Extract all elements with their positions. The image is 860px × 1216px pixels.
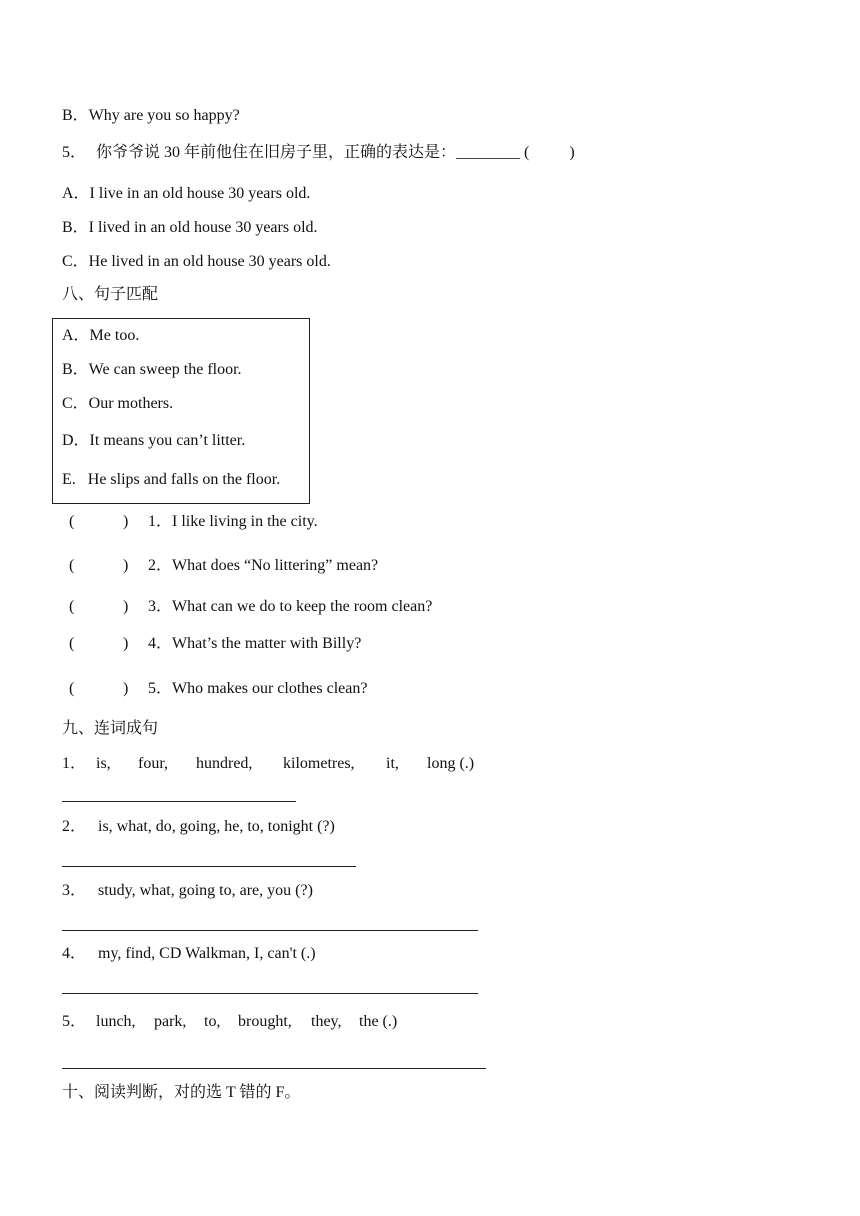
scrambled-word: hundred, [196,755,253,772]
question-number: 5． [62,1013,87,1030]
scrambled-word: four, [138,755,169,772]
answer-paren-close: ) [123,557,129,574]
box-option-b: B．We can sweep the floor. [62,361,242,378]
q7-5-option-a: A．I live in an old house 30 years old. [62,185,311,202]
answer-paren-open: ( [69,635,75,652]
q7-5-number: 5． [62,144,87,161]
q7-5-option-c: C．He lived in an old house 30 years old. [62,253,331,270]
box-option-c: C．Our mothers. [62,395,174,412]
match-question: 5．Who makes our clothes clean? [148,680,368,697]
scrambled-word: brought, [238,1013,292,1030]
answer-paren-open: ( [69,513,75,530]
scrambled-word: long (.) [427,755,475,772]
unscramble-q4: 4． my, find, CD Walkman, I, can't (.) [62,945,316,962]
answer-line-5[interactable] [62,1068,486,1069]
unscramble-q3: 3． study, what, going to, are, you (?) [62,882,313,899]
answer-line-1[interactable] [62,801,296,802]
answer-paren-open: ( [69,557,75,574]
box-option-e: E. He slips and falls on the floor. [62,471,281,488]
box-option-d: D．It means you can’t litter. [62,432,246,449]
scrambled-word: park, [154,1013,187,1030]
answer-paren-close: ) [123,680,129,697]
answer-paren-open: ( [69,680,75,697]
scrambled-word: kilometres, [283,755,355,772]
match-question: 3．What can we do to keep the room clean? [148,598,433,615]
section-10-title: 十、阅读判断，对的选 T 错的 F。 [62,1084,301,1101]
match-question: 4．What’s the matter with Billy? [148,635,362,652]
scrambled-word: is, [96,755,111,772]
answer-line-4[interactable] [62,993,478,994]
scrambled-word: the (.) [359,1013,398,1030]
box-option-a: A．Me too. [62,327,140,344]
answer-paren-close: ) [123,635,129,652]
answer-paren-close: ) [123,513,129,530]
answer-line-2[interactable] [62,866,356,867]
answer-line-3[interactable] [62,930,478,931]
scrambled-word: they, [311,1013,342,1030]
q7-4-option-b: B．Why are you so happy? [62,107,240,124]
q7-5-option-b: B．I lived in an old house 30 years old. [62,219,318,236]
scrambled-word: it, [386,755,399,772]
scrambled-word: lunch, [96,1013,136,1030]
answer-paren-open: ( [69,598,75,615]
question-number: 1． [62,755,87,772]
answer-paren-close: ) [123,598,129,615]
section-9-title: 九、连词成句 [62,720,159,737]
match-question: 1．I like living in the city. [148,513,318,530]
q7-5-text: 你爷爷说 30 年前他住在旧房子里，正确的表达是：________ ( ) [96,144,575,161]
section-8-title: 八、句子匹配 [62,286,159,303]
unscramble-q2: 2． is, what, do, going, he, to, tonight (?) [62,818,335,835]
scrambled-word: to, [204,1013,221,1030]
match-question: 2．What does “No littering” mean? [148,557,379,574]
